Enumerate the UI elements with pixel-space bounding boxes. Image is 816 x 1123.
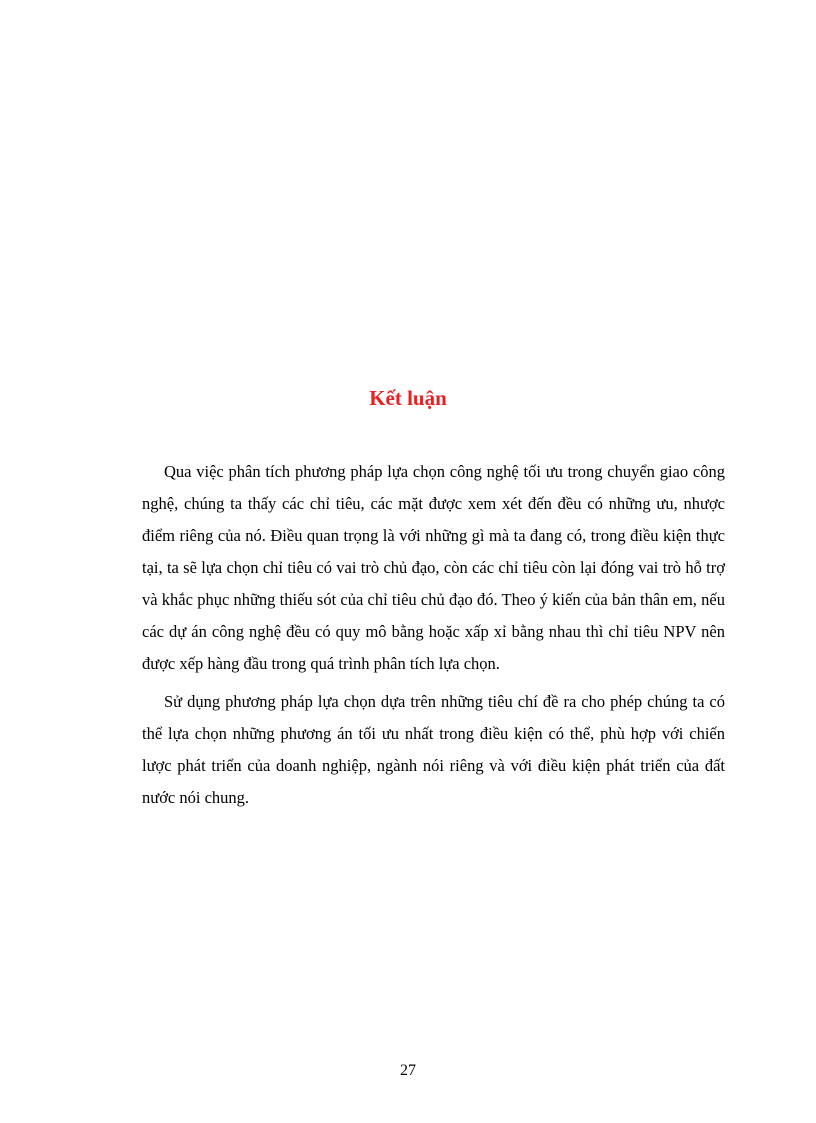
page-number: 27 (400, 1062, 416, 1079)
paragraph-conclusion-2: Sử dụng phương pháp lựa chọn dựa trên những tiêu chí đề ra cho phép chúng ta có thể lựa chọn những phương án tối ưu nhất trong điều kiện có thể, phù hợp với chiến lược phát triển của doanh nghiệp, ngành nói riêng và với điều kiện phát triển của đất nước nói chung. (142, 692, 725, 807)
page-title: Kết luận (369, 386, 447, 411)
body-text (142, 456, 725, 814)
paragraph-conclusion-1: Qua việc phân tích phương pháp lựa chọn công nghệ tối ưu trong chuyển giao công nghệ, chúng ta thấy các chỉ tiêu, các mặt được xem xét đến đều có những ưu, nhược điểm riêng của nó. Điều quan trọng là với những gì mà ta đang có, trong điều kiện thực tại, ta sẽ lựa chọn chỉ tiêu có vai trò chủ đạo, còn các chỉ tiêu còn lại đóng vai trò hỗ trợ và khắc phục những thiếu sót của chỉ tiêu chủ đạo đó. Theo ý kiến của bản thân em, nếu các dự án công nghệ đều có quy mô bằng hoặc xấp xỉ bằng nhau thì chỉ tiêu NPV nên được xếp hàng đầu trong quá trình phân tích lựa chọn. (142, 462, 725, 673)
